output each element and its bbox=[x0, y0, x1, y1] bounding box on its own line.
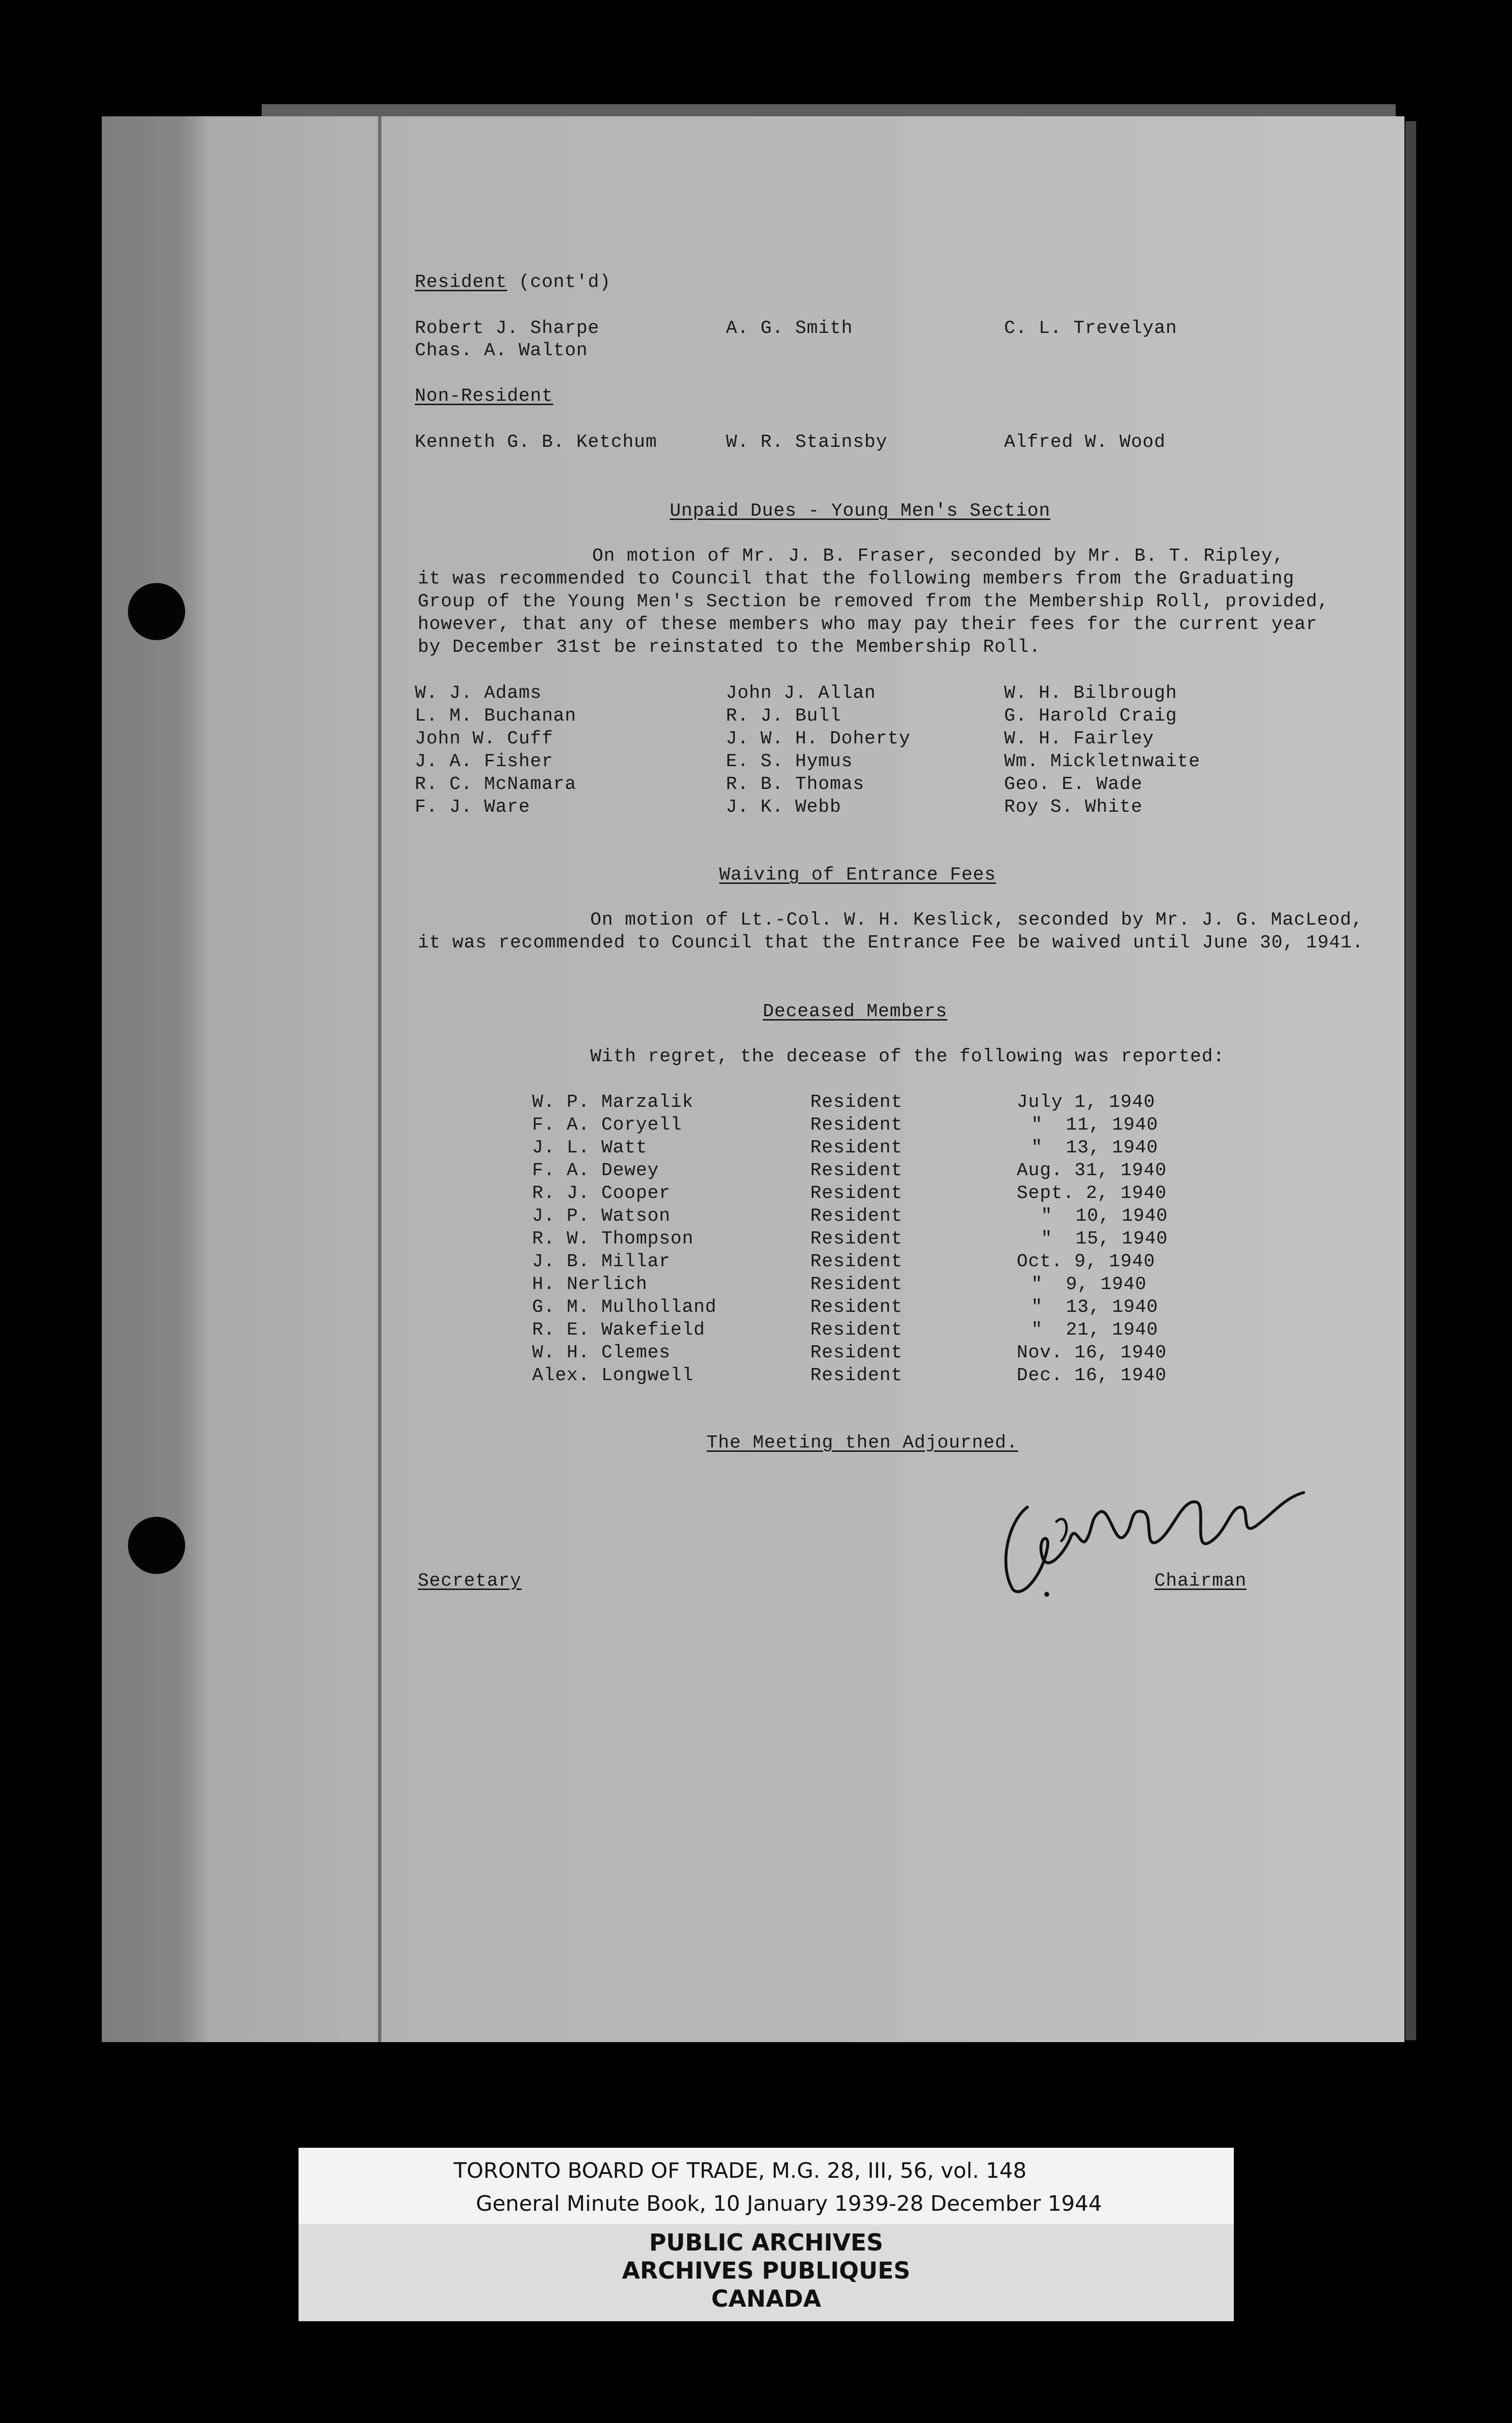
deceased-date: July 1, 1940 bbox=[1017, 1092, 1155, 1113]
non-resident-name: Kenneth G. B. Ketchum bbox=[415, 432, 657, 453]
deceased-name: F. A. Dewey bbox=[532, 1160, 659, 1181]
unpaid-member: W. J. Adams bbox=[415, 683, 542, 704]
unpaid-member: R. C. McNamara bbox=[415, 774, 577, 795]
unpaid-member: G. Harold Craig bbox=[1004, 706, 1178, 726]
waiving-paragraph-line: On motion of Lt.-Col. W. H. Keslick, seconded by Mr. J. G. MacLeod, bbox=[590, 910, 1363, 930]
deceased-date: " 13, 1940 bbox=[1031, 1297, 1158, 1318]
waiving-heading: Waiving of Entrance Fees bbox=[719, 865, 996, 885]
deceased-date: Aug. 31, 1940 bbox=[1017, 1160, 1167, 1181]
unpaid-dues-paragraph-line: by December 31st be reinstated to the Membership Roll. bbox=[418, 637, 1041, 658]
unpaid-member: J. K. Webb bbox=[726, 797, 842, 818]
page-edge-right bbox=[1405, 121, 1416, 2040]
deceased-name: J. P. Watson bbox=[532, 1206, 671, 1227]
meeting-adjourned: The Meeting then Adjourned. bbox=[707, 1432, 1018, 1453]
unpaid-member: Wm. Mickletnwaite bbox=[1004, 751, 1200, 772]
deceased-name: J. B. Millar bbox=[532, 1251, 671, 1272]
deceased-heading: Deceased Members bbox=[763, 1001, 947, 1022]
unpaid-dues-paragraph-line: Group of the Young Men's Section be removed from the Membership Roll, provided, bbox=[418, 591, 1329, 612]
waiving-paragraph-line: it was recommended to Council that the Entrance Fee be waived until June 30, 1941. bbox=[418, 932, 1364, 953]
deceased-date: Dec. 16, 1940 bbox=[1017, 1365, 1167, 1386]
unpaid-member: R. J. Bull bbox=[726, 706, 842, 726]
document-page bbox=[102, 116, 1404, 2042]
deceased-name: Alex. Longwell bbox=[532, 1365, 694, 1386]
unpaid-member: John J. Allan bbox=[726, 683, 876, 704]
deceased-name: F. A. Coryell bbox=[532, 1115, 682, 1135]
deceased-status: Resident bbox=[810, 1206, 903, 1227]
deceased-date: " 21, 1940 bbox=[1031, 1320, 1158, 1340]
deceased-date: Sept. 2, 1940 bbox=[1017, 1183, 1167, 1204]
resident-heading-line bbox=[415, 271, 611, 294]
resident-name: Robert J. Sharpe bbox=[415, 318, 599, 339]
non-resident-name: W. R. Stainsby bbox=[726, 432, 888, 453]
unpaid-member: W. H. Fairley bbox=[1004, 728, 1154, 749]
deceased-status: Resident bbox=[810, 1297, 903, 1318]
deceased-status: Resident bbox=[810, 1115, 903, 1135]
deceased-name: R. W. Thompson bbox=[532, 1228, 694, 1249]
deceased-date: " 10, 1940 bbox=[1041, 1206, 1168, 1227]
unpaid-member: L. M. Buchanan bbox=[415, 706, 577, 726]
deceased-date: " 13, 1940 bbox=[1031, 1137, 1158, 1158]
deceased-name: J. L. Watt bbox=[532, 1137, 648, 1158]
unpaid-member: Geo. E. Wade bbox=[1004, 774, 1143, 795]
unpaid-dues-paragraph-line: On motion of Mr. J. B. Fraser, seconded by Mr. B. T. Ripley, bbox=[592, 546, 1285, 566]
deceased-name: W. H. Clemes bbox=[532, 1342, 671, 1363]
non-resident-name: Alfred W. Wood bbox=[1004, 432, 1166, 453]
unpaid-member: R. B. Thomas bbox=[726, 774, 865, 795]
resident-heading-suffix: (cont'd) bbox=[519, 272, 611, 293]
non-resident-heading: Non-Resident bbox=[415, 386, 553, 407]
deceased-date: " 11, 1940 bbox=[1031, 1115, 1158, 1135]
archive-stamp-line: CANADA bbox=[711, 2285, 821, 2313]
archive-reference-line: TORONTO BOARD OF TRADE, M.G. 28, III, 56, vol. 148 bbox=[454, 2158, 1027, 2183]
deceased-status: Resident bbox=[810, 1092, 903, 1113]
unpaid-member: John W. Cuff bbox=[415, 728, 553, 749]
unpaid-member: J. A. Fisher bbox=[415, 751, 553, 772]
deceased-date: Nov. 16, 1940 bbox=[1017, 1342, 1167, 1363]
resident-name: A. G. Smith bbox=[726, 318, 853, 339]
archive-stamp-line: ARCHIVES PUBLIQUES bbox=[622, 2257, 911, 2284]
archive-stamp bbox=[299, 2224, 1234, 2321]
deceased-name: W. P. Marzalik bbox=[532, 1092, 694, 1113]
deceased-name: H. Nerlich bbox=[532, 1274, 648, 1295]
unpaid-member: Roy S. White bbox=[1004, 797, 1143, 818]
secretary-label: Secretary bbox=[418, 1571, 522, 1591]
unpaid-member: J. W. H. Doherty bbox=[726, 728, 911, 749]
punch-hole bbox=[128, 1517, 185, 1574]
deceased-status: Resident bbox=[810, 1183, 903, 1204]
punch-hole bbox=[128, 583, 185, 640]
deceased-date: Oct. 9, 1940 bbox=[1017, 1251, 1155, 1272]
deceased-name: R. E. Wakefield bbox=[532, 1320, 706, 1340]
deceased-status: Resident bbox=[810, 1320, 903, 1340]
unpaid-dues-paragraph-line: however, that any of these members who may pay their fees for the current year bbox=[418, 614, 1318, 635]
resident-name: Chas. A. Walton bbox=[415, 340, 588, 361]
unpaid-member: F. J. Ware bbox=[415, 797, 531, 818]
margin-rule bbox=[378, 116, 381, 2042]
deceased-date: " 15, 1940 bbox=[1041, 1228, 1168, 1249]
deceased-status: Resident bbox=[810, 1160, 903, 1181]
deceased-status: Resident bbox=[810, 1137, 903, 1158]
deceased-status: Resident bbox=[810, 1274, 903, 1295]
archive-stamp-line: PUBLIC ARCHIVES bbox=[649, 2229, 883, 2256]
unpaid-member: E. S. Hymus bbox=[726, 751, 853, 772]
deceased-status: Resident bbox=[810, 1228, 903, 1249]
archive-reference-line: General Minute Book, 10 January 1939-28 December 1944 bbox=[476, 2191, 1102, 2216]
unpaid-dues-paragraph-line: it was recommended to Council that the following members from the Graduating bbox=[418, 568, 1295, 589]
archive-reference-label bbox=[299, 2148, 1234, 2229]
unpaid-dues-heading: Unpaid Dues - Young Men's Section bbox=[670, 501, 1051, 521]
deceased-status: Resident bbox=[810, 1342, 903, 1363]
deceased-date: " 9, 1940 bbox=[1031, 1274, 1147, 1295]
deceased-name: R. J. Cooper bbox=[532, 1183, 671, 1204]
deceased-name: G. M. Mulholland bbox=[532, 1297, 717, 1318]
resident-heading: Resident bbox=[415, 272, 507, 293]
resident-name: C. L. Trevelyan bbox=[1004, 318, 1178, 339]
chairman-label: Chairman bbox=[1154, 1571, 1247, 1591]
deceased-status: Resident bbox=[810, 1365, 903, 1386]
deceased-status: Resident bbox=[810, 1251, 903, 1272]
chairman-signature-icon bbox=[998, 1478, 1308, 1604]
deceased-intro: With regret, the decease of the following was reported: bbox=[590, 1046, 1225, 1067]
unpaid-member: W. H. Bilbrough bbox=[1004, 683, 1178, 704]
